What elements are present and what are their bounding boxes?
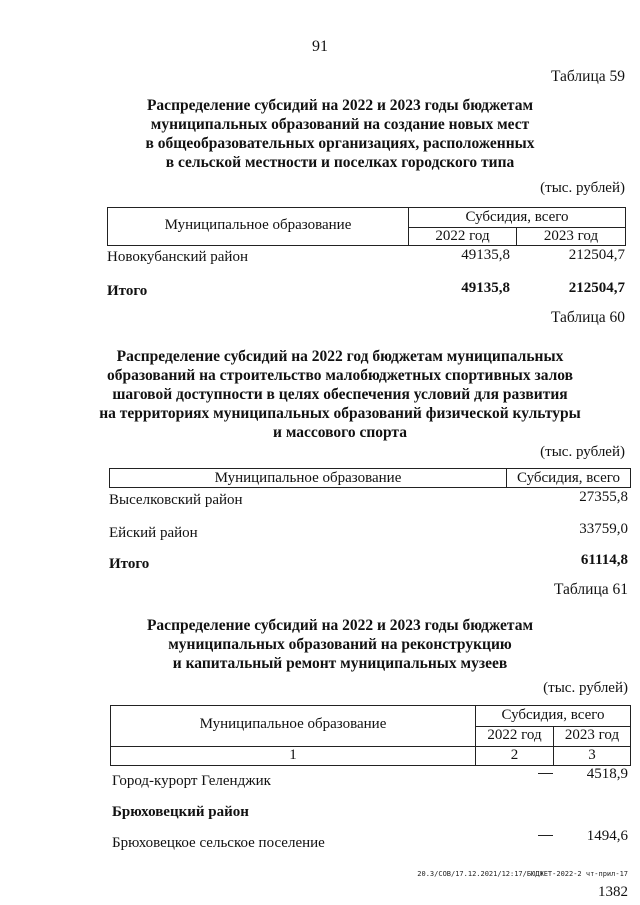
table-60-header-name: Муниципальное образование [214,470,402,486]
table-60-row-name: Ейский район [109,525,198,541]
table-61-index-1: 1 [289,747,297,763]
table-59-header-name: Муниципальное образование [164,217,352,233]
title-line: Распределение субсидий на 2022 и 2023 годы бюджетам [146,617,534,634]
table-59-total-2023: 212504,7 [568,280,625,296]
table-59-row-2023: 212504,7 [568,247,625,263]
table-59-total-label: Итого [107,283,148,299]
table-61-row-2022-dash [538,835,553,836]
table-61-group-heading: Брюховецкий район [112,804,249,820]
table-60-total-value: 61114,8 [580,552,628,568]
document-stamp: 20.3/СОВ/17.12.2021/12:17/БЮДЖЕТ-2022-2 чт-прил-17 [417,870,628,878]
table-59-header-2022: 2022 год [435,228,490,244]
table-61-header-2023: 2023 год [564,727,620,743]
table-61-label: Таблица 61 [553,581,628,598]
title-line: в сельской местности и поселках городского типа [165,154,515,171]
table-61-row-2023: 4518,9 [586,766,628,782]
title-line: и массового спорта [273,424,407,441]
table-61-row-2023: 1494,6 [586,828,628,844]
table-61-row-name: Город-курорт Геленджик [112,773,271,789]
table-61-header-2022: 2022 год [487,727,542,743]
table-59-header-2023: 2023 год [543,228,599,244]
table-61-index-2: 2 [510,747,519,763]
table-61-title [60,616,620,673]
table-59-label: Таблица 59 [550,68,625,85]
table-60-row-value: 33759,0 [579,521,628,537]
table-59-unit: (тыс. рублей) [540,180,625,196]
title-line: в общеобразовательных организациях, расположенных [145,135,535,152]
table-60-label: Таблица 60 [550,309,625,326]
table-60-title [60,347,620,442]
title-line: муниципальных образований на реконструкцию [168,636,512,653]
table-61-unit: (тыс. рублей) [543,680,628,696]
table-61-row-name: Брюховецкое сельское поселение [112,835,325,851]
table-60-total-label: Итого [109,556,150,572]
title-line: на территориях муниципальных образований физической культуры [99,405,581,422]
page-number: 91 [312,38,328,55]
table-61-header-name: Муниципальное образование [199,716,387,732]
table-61-index-3: 3 [588,747,596,763]
table-59-row-name: Новокубанский район [107,249,248,265]
title-line: муниципальных образований на создание новых мест [150,116,530,133]
table-60-header-subsidy: Субсидия, всего [516,470,621,486]
table-60-row-name: Выселковский район [109,492,243,508]
title-line: Распределение субсидий на 2022 и 2023 годы бюджетам [146,97,534,114]
title-line: и капитальный ремонт муниципальных музеев [172,655,508,672]
sheet-number: 1382 [598,884,628,900]
title-line: Распределение субсидий на 2022 год бюджетам муниципальных [116,348,564,365]
table-61-header-subsidy: Субсидия, всего [501,707,605,723]
title-line: шаговой доступности в целях обеспечения условий для развития [112,386,568,403]
table-59-total-2022: 49135,8 [461,280,510,296]
table-60-row-value: 27355,8 [579,489,628,505]
table-61-row-2022-dash [538,773,553,774]
table-59-title [60,96,620,172]
title-line: образований на строительство малобюджетных спортивных залов [106,367,574,384]
table-59-row-2022: 49135,8 [461,247,510,263]
table-59-header-subsidy: Субсидия, всего [465,209,569,225]
table-60-unit: (тыс. рублей) [540,444,625,460]
